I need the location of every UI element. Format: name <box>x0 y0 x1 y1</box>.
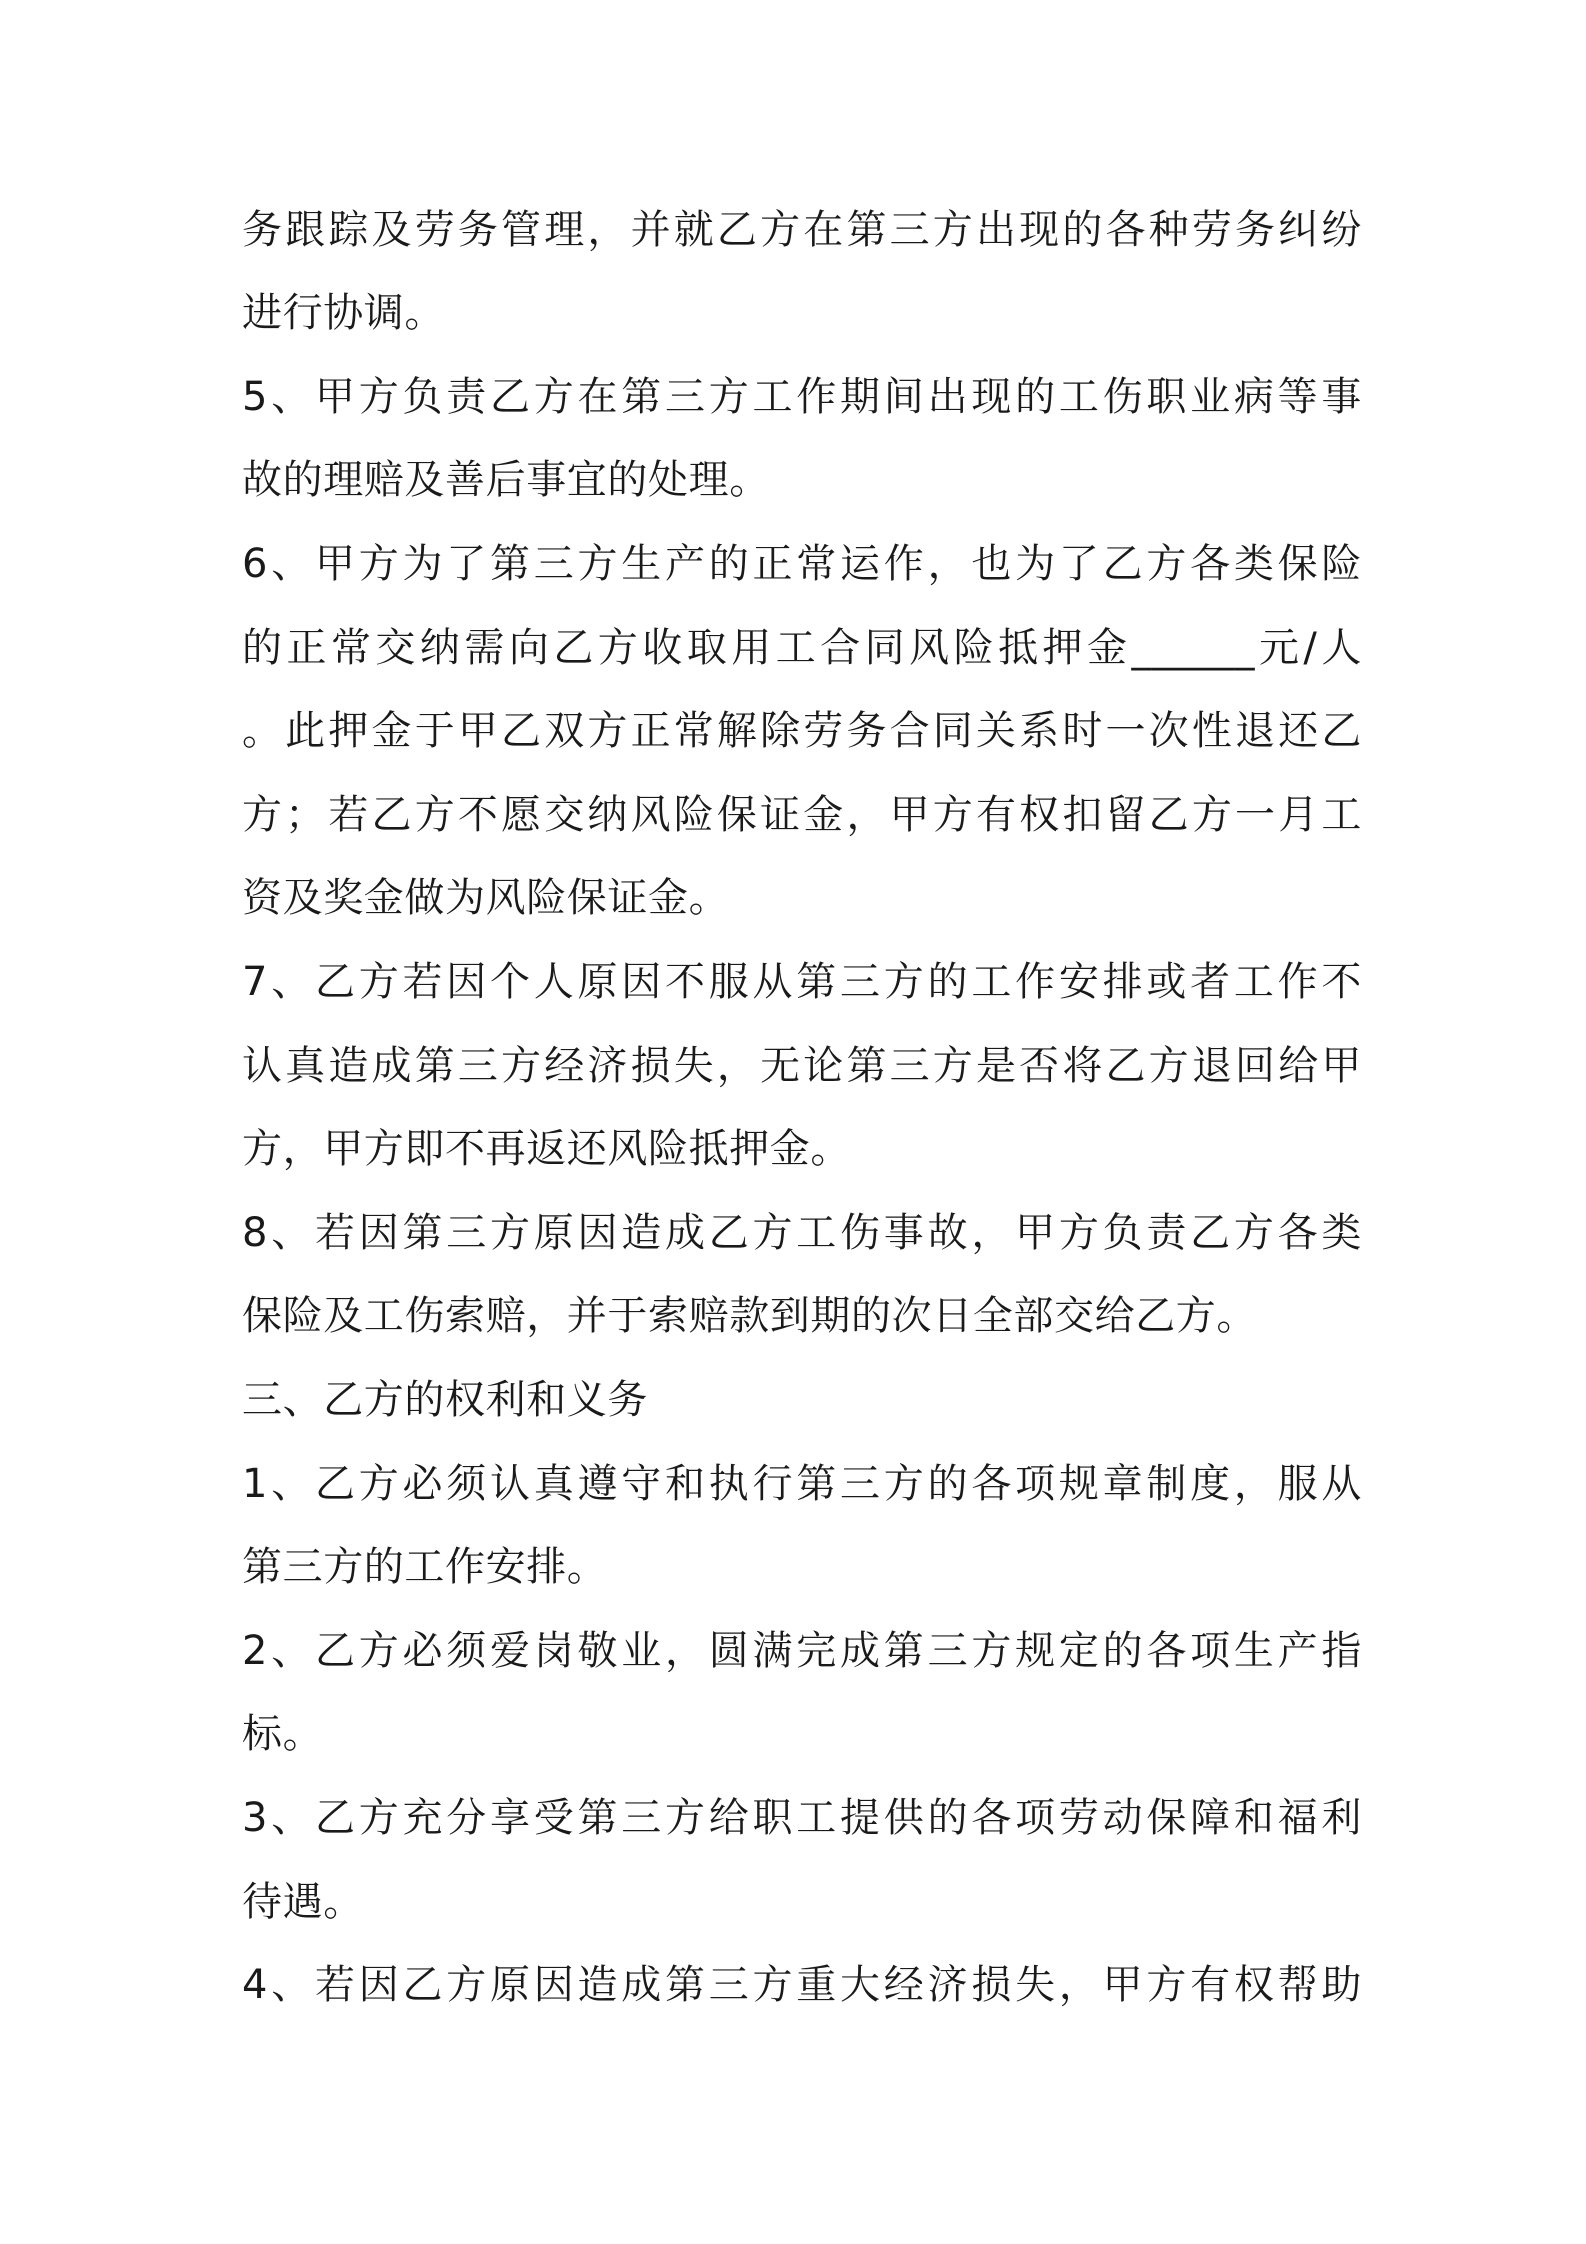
text-line: 务跟踪及劳务管理，并就乙方在第三方出现的各种劳务纠纷 <box>242 207 1362 253</box>
section-heading: 三、乙方的权利和义务 <box>242 1377 648 1423</box>
text-line: 3、乙方充分享受第三方给职工提供的各项劳动保障和福利 <box>242 1795 1362 1841</box>
text-line: 2、乙方必须爱岗敬业，圆满完成第三方规定的各项生产指 <box>242 1628 1362 1674</box>
text-line: 进行协调。 <box>242 290 445 336</box>
text-line: 6、甲方为了第三方生产的正常运作，也为了乙方各类保险 <box>242 541 1362 587</box>
text-line: 8、若因第三方原因造成乙方工伤事故，甲方负责乙方各类 <box>242 1210 1362 1256</box>
text-line: 方；若乙方不愿交纳风险保证金，甲方有权扣留乙方一月工 <box>242 792 1362 838</box>
text-line: 待遇。 <box>242 1879 364 1925</box>
text-line: 保险及工伤索赔，并于索赔款到期的次日全部交给乙方。 <box>242 1293 1257 1339</box>
text-line: 标。 <box>242 1711 324 1757</box>
text-line: 故的理赔及善后事宜的处理。 <box>242 457 770 503</box>
text-line: 1、乙方必须认真遵守和执行第三方的各项规章制度，服从 <box>242 1461 1362 1507</box>
text-line: 资及奖金做为风险保证金。 <box>242 875 730 921</box>
text-line: 7、乙方若因个人原因不服从第三方的工作安排或者工作不 <box>242 959 1362 1005</box>
text-line: 的正常交纳需向乙方收取用工合同风险抵押金______元/人 <box>242 625 1362 671</box>
text-line: 认真造成第三方经济损失，无论第三方是否将乙方退回给甲 <box>242 1043 1362 1089</box>
text-line: 。此押金于甲乙双方正常解除劳务合同关系时一次性退还乙 <box>242 708 1362 754</box>
text-line: 4、若因乙方原因造成第三方重大经济损失，甲方有权帮助 <box>242 1962 1362 2008</box>
text-line: 5、甲方负责乙方在第三方工作期间出现的工伤职业病等事 <box>242 374 1362 420</box>
text-line: 第三方的工作安排。 <box>242 1544 608 1590</box>
text-line: 方，甲方即不再返还风险抵押金。 <box>242 1126 851 1172</box>
